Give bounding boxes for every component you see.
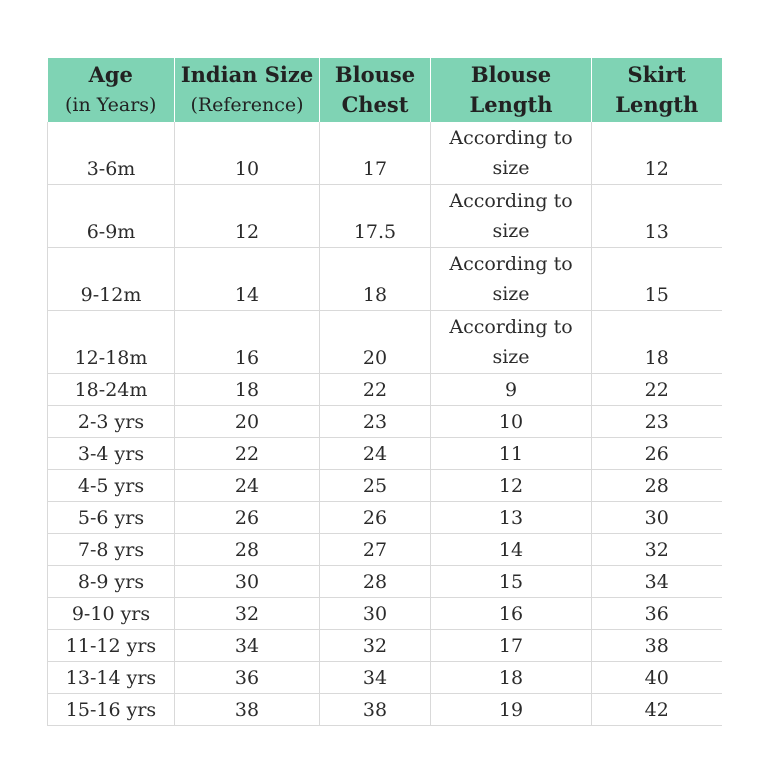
- age-cell: 18-24m: [48, 374, 175, 406]
- age-cell: 12-18m: [48, 311, 175, 374]
- table-row: [48, 406, 722, 438]
- age-cell: 9-12m: [48, 248, 175, 311]
- table-row: [48, 630, 722, 662]
- blouse-length-text: 13: [498, 506, 524, 529]
- blouse-length-cell: [431, 122, 592, 185]
- table-row: [48, 598, 722, 630]
- blouse-length-text: 9: [504, 378, 518, 401]
- blouse-length-text: According to: [449, 190, 573, 212]
- blouse-length-text: 10: [498, 410, 524, 433]
- table-body: [48, 122, 722, 726]
- skirt-length-cell: 22: [592, 374, 722, 406]
- blouse-chest-cell: 25: [320, 470, 431, 502]
- blouse-length-cell: [431, 694, 592, 726]
- indian-size-cell: 10: [175, 122, 320, 185]
- blouse-chest-cell: 26: [320, 502, 431, 534]
- blouse-length-cell: [431, 502, 592, 534]
- column-header-blouse-chest: [320, 58, 431, 122]
- blouse-length-text: 19: [498, 698, 524, 721]
- blouse-length-cell: [431, 534, 592, 566]
- age-cell: 4-5 yrs: [48, 470, 175, 502]
- blouse-length-cell: [431, 248, 592, 311]
- blouse-length-cell: [431, 438, 592, 470]
- column-header-subtitle: (Reference): [190, 94, 304, 116]
- blouse-length-cell: [431, 185, 592, 248]
- table-row: [48, 566, 722, 598]
- age-cell: 6-9m: [48, 185, 175, 248]
- skirt-length-cell: 13: [592, 185, 722, 248]
- column-header-title: Indian Size: [180, 62, 314, 87]
- age-cell: 7-8 yrs: [48, 534, 175, 566]
- table-row: [48, 248, 722, 311]
- indian-size-cell: 12: [175, 185, 320, 248]
- blouse-chest-cell: 38: [320, 694, 431, 726]
- indian-size-cell: 32: [175, 598, 320, 630]
- indian-size-cell: 18: [175, 374, 320, 406]
- age-cell: 11-12 yrs: [48, 630, 175, 662]
- table-row: [48, 534, 722, 566]
- blouse-length-cell: [431, 311, 592, 374]
- table-row: [48, 122, 722, 185]
- indian-size-cell: 30: [175, 566, 320, 598]
- size-chart-table: [47, 58, 722, 726]
- skirt-length-cell: 38: [592, 630, 722, 662]
- age-cell: 3-6m: [48, 122, 175, 185]
- indian-size-cell: 36: [175, 662, 320, 694]
- blouse-chest-cell: 23: [320, 406, 431, 438]
- blouse-chest-cell: 34: [320, 662, 431, 694]
- table-row: [48, 694, 722, 726]
- column-header-blouse-length: [431, 58, 592, 122]
- blouse-length-text: size: [492, 283, 530, 305]
- blouse-length-cell: [431, 566, 592, 598]
- column-header-subtitle: Length: [615, 92, 699, 117]
- skirt-length-cell: 26: [592, 438, 722, 470]
- table-row: [48, 502, 722, 534]
- table-row: [48, 185, 722, 248]
- age-cell: 13-14 yrs: [48, 662, 175, 694]
- age-cell: 3-4 yrs: [48, 438, 175, 470]
- table-row: [48, 374, 722, 406]
- blouse-chest-cell: 28: [320, 566, 431, 598]
- skirt-length-cell: 30: [592, 502, 722, 534]
- blouse-length-cell: [431, 662, 592, 694]
- age-cell: 8-9 yrs: [48, 566, 175, 598]
- column-header-title: Blouse: [470, 62, 552, 87]
- column-header-title: Blouse: [334, 62, 416, 87]
- blouse-length-text: According to: [449, 253, 573, 275]
- blouse-length-text: 14: [498, 538, 524, 561]
- blouse-chest-cell: 30: [320, 598, 431, 630]
- age-cell: 5-6 yrs: [48, 502, 175, 534]
- blouse-chest-cell: 22: [320, 374, 431, 406]
- blouse-chest-cell: 17: [320, 122, 431, 185]
- blouse-length-cell: [431, 470, 592, 502]
- blouse-length-text: 18: [498, 666, 524, 689]
- blouse-length-text: size: [492, 220, 530, 242]
- blouse-length-cell: [431, 630, 592, 662]
- blouse-length-text: 15: [498, 570, 524, 593]
- indian-size-cell: 26: [175, 502, 320, 534]
- table-row: [48, 470, 722, 502]
- blouse-length-text: size: [492, 346, 530, 368]
- skirt-length-cell: 18: [592, 311, 722, 374]
- blouse-chest-cell: 24: [320, 438, 431, 470]
- blouse-length-text: According to: [449, 127, 573, 149]
- header-row: [48, 58, 722, 122]
- column-header-skirt-length: [592, 58, 722, 122]
- table-row: [48, 311, 722, 374]
- skirt-length-cell: 42: [592, 694, 722, 726]
- indian-size-cell: 20: [175, 406, 320, 438]
- blouse-chest-cell: 20: [320, 311, 431, 374]
- skirt-length-cell: 32: [592, 534, 722, 566]
- indian-size-cell: 38: [175, 694, 320, 726]
- skirt-length-cell: 34: [592, 566, 722, 598]
- blouse-length-cell: [431, 374, 592, 406]
- age-cell: 9-10 yrs: [48, 598, 175, 630]
- skirt-length-cell: 28: [592, 470, 722, 502]
- blouse-length-text: 16: [498, 602, 524, 625]
- column-header-title: Skirt: [627, 62, 686, 87]
- column-header-age: [48, 58, 175, 122]
- column-header-indian-size: [175, 58, 320, 122]
- blouse-chest-cell: 17.5: [320, 185, 431, 248]
- blouse-chest-cell: 18: [320, 248, 431, 311]
- skirt-length-cell: 23: [592, 406, 722, 438]
- indian-size-cell: 24: [175, 470, 320, 502]
- skirt-length-cell: 15: [592, 248, 722, 311]
- skirt-length-cell: 40: [592, 662, 722, 694]
- blouse-length-text: 12: [498, 474, 524, 497]
- blouse-length-cell: [431, 406, 592, 438]
- blouse-length-cell: [431, 598, 592, 630]
- indian-size-cell: 22: [175, 438, 320, 470]
- skirt-length-cell: 12: [592, 122, 722, 185]
- table-row: [48, 662, 722, 694]
- indian-size-cell: 28: [175, 534, 320, 566]
- indian-size-cell: 34: [175, 630, 320, 662]
- blouse-chest-cell: 27: [320, 534, 431, 566]
- blouse-length-text: size: [492, 157, 530, 179]
- blouse-chest-cell: 32: [320, 630, 431, 662]
- blouse-length-text: According to: [449, 316, 573, 338]
- age-cell: 15-16 yrs: [48, 694, 175, 726]
- column-header-subtitle: Length: [469, 92, 553, 117]
- skirt-length-cell: 36: [592, 598, 722, 630]
- indian-size-cell: 16: [175, 311, 320, 374]
- blouse-length-text: 11: [498, 442, 524, 465]
- indian-size-cell: 14: [175, 248, 320, 311]
- column-header-title: Age: [88, 62, 133, 87]
- table-row: [48, 438, 722, 470]
- age-cell: 2-3 yrs: [48, 406, 175, 438]
- column-header-subtitle: Chest: [341, 92, 409, 117]
- blouse-length-text: 17: [498, 634, 524, 657]
- column-header-subtitle: (in Years): [65, 94, 157, 116]
